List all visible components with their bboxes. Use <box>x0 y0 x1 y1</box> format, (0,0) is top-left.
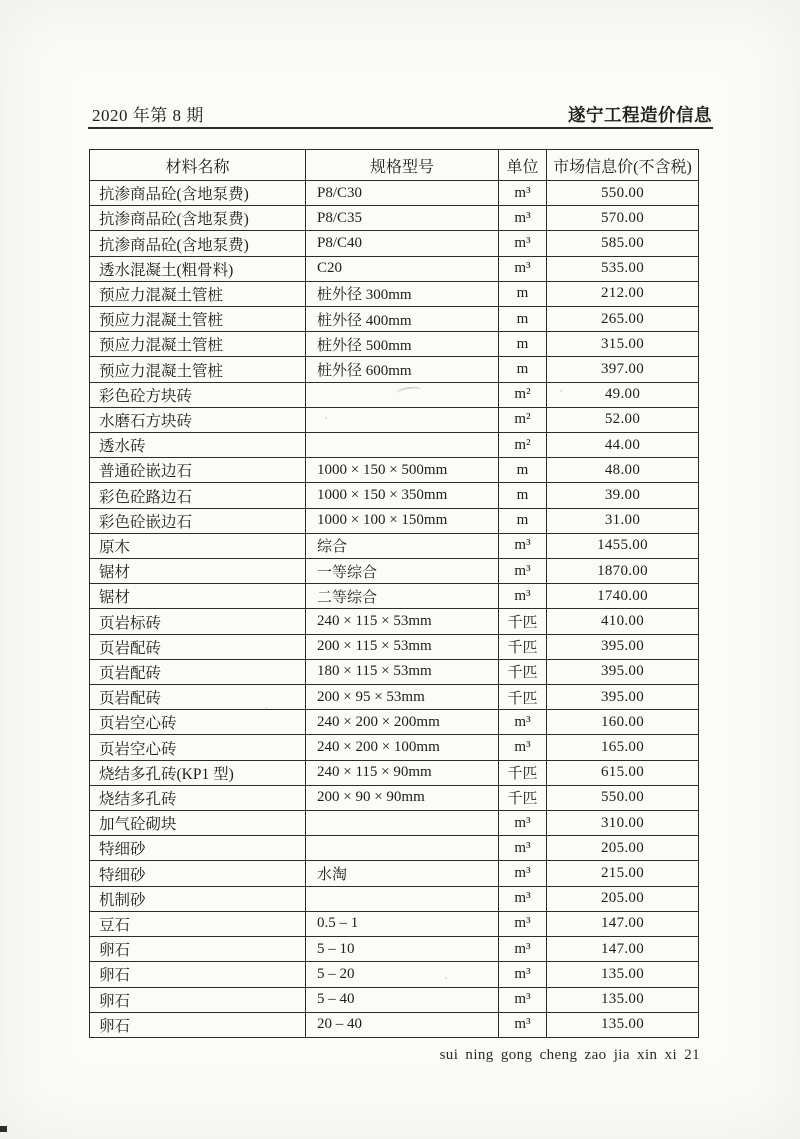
table-row <box>90 206 699 231</box>
spec-cell: 一等综合 <box>306 559 499 584</box>
material-name-cell: 页岩空心砖 <box>90 710 306 735</box>
table-row <box>90 836 699 861</box>
price-cell: 1455.00 <box>547 533 699 558</box>
spec-cell: 桩外径 400mm <box>306 307 499 332</box>
spec-cell: 综合 <box>306 533 499 558</box>
header-rule <box>88 127 713 129</box>
table-row <box>90 760 699 785</box>
material-name-cell: 页岩空心砖 <box>90 735 306 760</box>
table-row <box>90 987 699 1012</box>
scan-noise-dots <box>325 417 327 419</box>
issue-label: 2020 年第 8 期 <box>92 106 204 125</box>
table-row <box>90 634 699 659</box>
spec-cell: 1000 × 100 × 150mm <box>306 508 499 533</box>
table-header-row <box>90 150 699 181</box>
spec-cell: 200 × 90 × 90mm <box>306 785 499 810</box>
unit-cell: m² <box>499 382 547 407</box>
table-row <box>90 937 699 962</box>
spec-cell: C20 <box>306 256 499 281</box>
unit-cell: 千匹 <box>499 760 547 785</box>
table-row <box>90 407 699 432</box>
material-name-cell: 加气砼砌块 <box>90 811 306 836</box>
price-cell: 310.00 <box>547 811 699 836</box>
unit-cell: m³ <box>499 231 547 256</box>
table-row <box>90 785 699 810</box>
unit-cell: m² <box>499 433 547 458</box>
table-row <box>90 231 699 256</box>
spec-cell <box>306 886 499 911</box>
table-row <box>90 508 699 533</box>
material-name-cell: 抗渗商品砼(含地泵费) <box>90 231 306 256</box>
price-cell: 265.00 <box>547 307 699 332</box>
spec-cell: 5 – 40 <box>306 987 499 1012</box>
table-row <box>90 559 699 584</box>
material-name-cell: 抗渗商品砼(含地泵费) <box>90 181 306 206</box>
unit-cell: m³ <box>499 1012 547 1037</box>
unit-cell: m³ <box>499 911 547 936</box>
price-cell: 48.00 <box>547 458 699 483</box>
unit-cell: m <box>499 357 547 382</box>
material-name-cell: 特细砂 <box>90 836 306 861</box>
unit-cell: m³ <box>499 987 547 1012</box>
table-row <box>90 685 699 710</box>
table-row <box>90 256 699 281</box>
price-cell: 165.00 <box>547 735 699 760</box>
table-row <box>90 735 699 760</box>
material-name-cell: 页岩配砖 <box>90 634 306 659</box>
spec-cell: 240 × 200 × 100mm <box>306 735 499 760</box>
spec-cell: P8/C40 <box>306 231 499 256</box>
spec-cell: 200 × 115 × 53mm <box>306 634 499 659</box>
material-name-cell: 预应力混凝土管桩 <box>90 357 306 382</box>
spec-cell: 240 × 200 × 200mm <box>306 710 499 735</box>
material-price-table <box>89 149 699 1038</box>
spec-cell <box>306 433 499 458</box>
scan-speck <box>0 1126 7 1132</box>
price-cell: 215.00 <box>547 861 699 886</box>
material-name-cell: 烧结多孔砖 <box>90 785 306 810</box>
price-cell: 535.00 <box>547 256 699 281</box>
unit-cell: m³ <box>499 811 547 836</box>
unit-cell: m³ <box>499 710 547 735</box>
spec-cell <box>306 407 499 432</box>
price-cell: 52.00 <box>547 407 699 432</box>
spec-cell <box>306 836 499 861</box>
price-cell: 147.00 <box>547 911 699 936</box>
material-name-cell: 预应力混凝土管桩 <box>90 281 306 306</box>
table-row <box>90 332 699 357</box>
unit-cell: m³ <box>499 886 547 911</box>
material-name-cell: 豆石 <box>90 911 306 936</box>
column-header-spec: 规格型号 <box>306 150 499 181</box>
unit-cell: m <box>499 307 547 332</box>
price-cell: 135.00 <box>547 987 699 1012</box>
unit-cell: m³ <box>499 962 547 987</box>
material-name-cell: 卵石 <box>90 962 306 987</box>
unit-cell: m <box>499 332 547 357</box>
unit-cell: m³ <box>499 584 547 609</box>
unit-cell: m³ <box>499 836 547 861</box>
spec-cell: 桩外径 500mm <box>306 332 499 357</box>
price-cell: 39.00 <box>547 483 699 508</box>
material-name-cell: 页岩标砖 <box>90 609 306 634</box>
spec-cell: 240 × 115 × 90mm <box>306 760 499 785</box>
price-cell: 49.00 <box>547 382 699 407</box>
price-cell: 550.00 <box>547 785 699 810</box>
spec-cell: 180 × 115 × 53mm <box>306 659 499 684</box>
material-name-cell: 卵石 <box>90 1012 306 1037</box>
material-name-cell: 透水混凝土(粗骨料) <box>90 256 306 281</box>
spec-cell: 二等综合 <box>306 584 499 609</box>
table-row <box>90 811 699 836</box>
material-name-cell: 彩色砼路边石 <box>90 483 306 508</box>
material-name-cell: 原木 <box>90 533 306 558</box>
material-name-cell: 锯材 <box>90 584 306 609</box>
page-footer: sui ning gong cheng zao jia xin xi 21 <box>439 1047 700 1063</box>
table-row <box>90 458 699 483</box>
spec-cell: 1000 × 150 × 500mm <box>306 458 499 483</box>
price-cell: 31.00 <box>547 508 699 533</box>
unit-cell: m³ <box>499 735 547 760</box>
unit-cell: m <box>499 458 547 483</box>
column-header-price: 市场信息价(不含税) <box>547 150 699 181</box>
spec-cell: 桩外径 600mm <box>306 357 499 382</box>
material-name-cell: 水磨石方块砖 <box>90 407 306 432</box>
table-row <box>90 911 699 936</box>
price-cell: 397.00 <box>547 357 699 382</box>
material-name-cell: 页岩配砖 <box>90 685 306 710</box>
material-name-cell: 烧结多孔砖(KP1 型) <box>90 760 306 785</box>
price-cell: 410.00 <box>547 609 699 634</box>
unit-cell: m³ <box>499 533 547 558</box>
unit-cell: m³ <box>499 559 547 584</box>
column-header-unit: 单位 <box>499 150 547 181</box>
material-name-cell: 卵石 <box>90 937 306 962</box>
material-name-cell: 预应力混凝土管桩 <box>90 332 306 357</box>
page-header <box>92 101 712 127</box>
price-cell: 570.00 <box>547 206 699 231</box>
material-name-cell: 卵石 <box>90 987 306 1012</box>
table-row <box>90 533 699 558</box>
table-row <box>90 584 699 609</box>
table-row <box>90 281 699 306</box>
material-name-cell: 锯材 <box>90 559 306 584</box>
price-cell: 135.00 <box>547 962 699 987</box>
price-cell: 212.00 <box>547 281 699 306</box>
table-row <box>90 659 699 684</box>
table-row <box>90 710 699 735</box>
spec-cell: P8/C35 <box>306 206 499 231</box>
table-row <box>90 861 699 886</box>
material-name-cell: 特细砂 <box>90 861 306 886</box>
price-cell: 395.00 <box>547 659 699 684</box>
unit-cell: m <box>499 281 547 306</box>
material-name-cell: 普通砼嵌边石 <box>90 458 306 483</box>
table-row <box>90 307 699 332</box>
unit-cell: m³ <box>499 206 547 231</box>
unit-cell: 千匹 <box>499 634 547 659</box>
price-cell: 395.00 <box>547 685 699 710</box>
material-name-cell: 彩色砼嵌边石 <box>90 508 306 533</box>
publication-title: 遂宁工程造价信息 <box>568 105 712 125</box>
spec-cell: 240 × 115 × 53mm <box>306 609 499 634</box>
unit-cell: 千匹 <box>499 609 547 634</box>
unit-cell: m³ <box>499 181 547 206</box>
table-body <box>90 181 699 1038</box>
unit-cell: m³ <box>499 937 547 962</box>
price-cell: 44.00 <box>547 433 699 458</box>
unit-cell: m <box>499 483 547 508</box>
unit-cell: m³ <box>499 256 547 281</box>
spec-cell: 桩外径 300mm <box>306 281 499 306</box>
spec-cell: 1000 × 150 × 350mm <box>306 483 499 508</box>
unit-cell: 千匹 <box>499 685 547 710</box>
price-cell: 395.00 <box>547 634 699 659</box>
material-name-cell: 抗渗商品砼(含地泵费) <box>90 206 306 231</box>
price-cell: 135.00 <box>547 1012 699 1037</box>
table-row <box>90 357 699 382</box>
column-header-material: 材料名称 <box>90 150 306 181</box>
table-row <box>90 181 699 206</box>
table-row <box>90 962 699 987</box>
unit-cell: 千匹 <box>499 659 547 684</box>
price-cell: 1870.00 <box>547 559 699 584</box>
unit-cell: m² <box>499 407 547 432</box>
unit-cell: m <box>499 508 547 533</box>
price-cell: 1740.00 <box>547 584 699 609</box>
table-row <box>90 483 699 508</box>
price-cell: 315.00 <box>547 332 699 357</box>
spec-cell <box>306 811 499 836</box>
price-cell: 147.00 <box>547 937 699 962</box>
table-row <box>90 382 699 407</box>
table-row <box>90 886 699 911</box>
material-name-cell: 机制砂 <box>90 886 306 911</box>
spec-cell: 5 – 20 <box>306 962 499 987</box>
price-cell: 550.00 <box>547 181 699 206</box>
spec-cell: 0.5 – 1 <box>306 911 499 936</box>
material-name-cell: 预应力混凝土管桩 <box>90 307 306 332</box>
material-name-cell: 页岩配砖 <box>90 659 306 684</box>
price-cell: 205.00 <box>547 886 699 911</box>
table-row <box>90 1012 699 1037</box>
table-row <box>90 433 699 458</box>
material-name-cell: 透水砖 <box>90 433 306 458</box>
material-name-cell: 彩色砼方块砖 <box>90 382 306 407</box>
spec-cell: 水淘 <box>306 861 499 886</box>
price-cell: 160.00 <box>547 710 699 735</box>
spec-cell: 20 – 40 <box>306 1012 499 1037</box>
price-cell: 585.00 <box>547 231 699 256</box>
table-row <box>90 609 699 634</box>
unit-cell: m³ <box>499 861 547 886</box>
spec-cell: P8/C30 <box>306 181 499 206</box>
spec-cell: 200 × 95 × 53mm <box>306 685 499 710</box>
spec-cell: 5 – 10 <box>306 937 499 962</box>
price-cell: 205.00 <box>547 836 699 861</box>
unit-cell: 千匹 <box>499 785 547 810</box>
price-cell: 615.00 <box>547 760 699 785</box>
